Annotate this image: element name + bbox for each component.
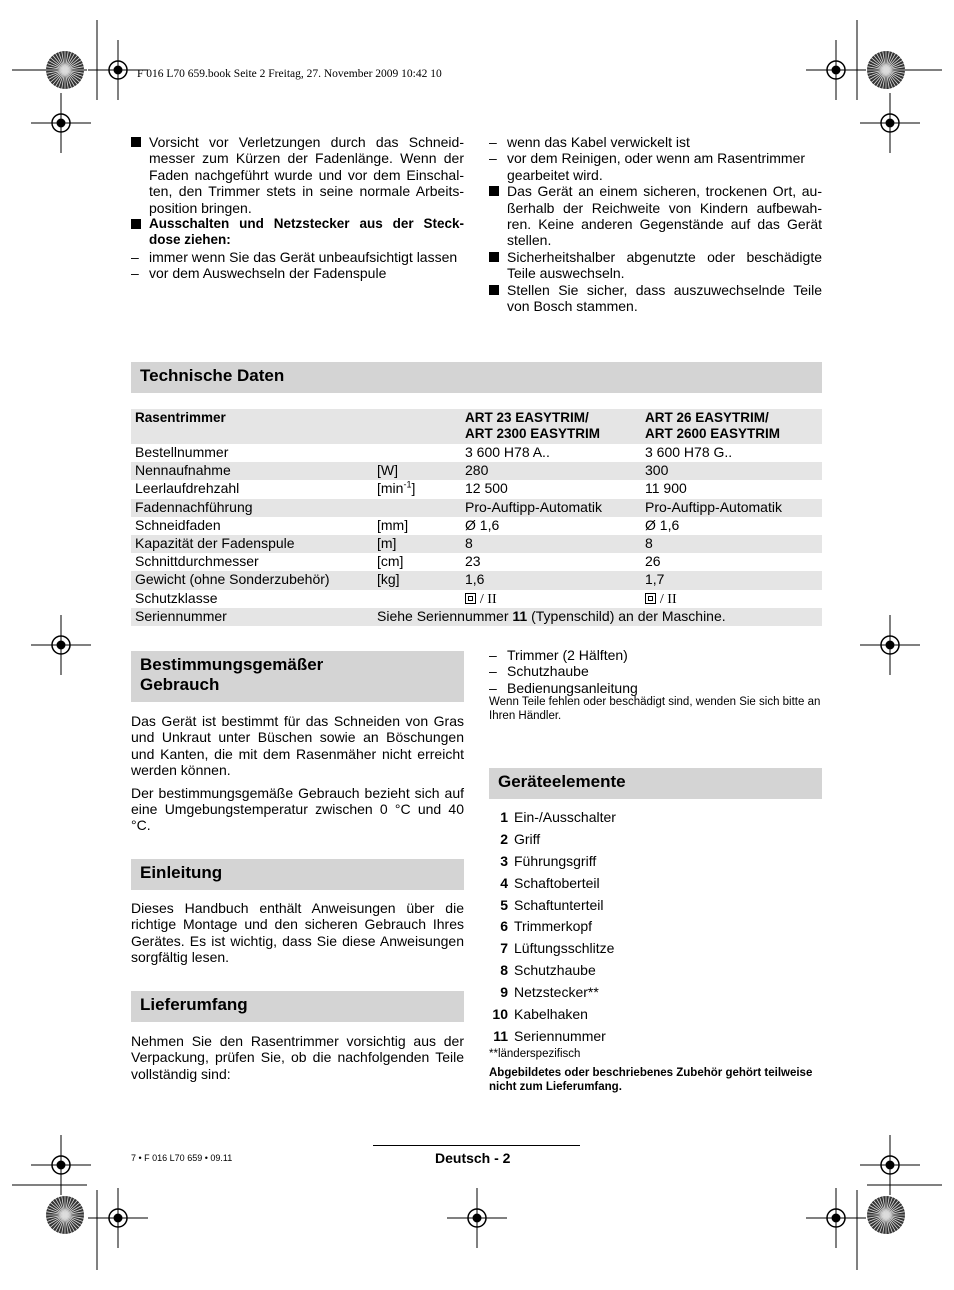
safety-bullet: Sicherheitshalber abgenutzte oder beschädigte Teile auswechseln.: [489, 249, 822, 282]
part-number: 5: [500, 896, 508, 913]
paragraph: Das Gerät ist bestimmt für das Schneiden von Gras und Unkraut unter Büschen sowie an Böschungen und Kanten, die mit dem Rasenmäher nicht erreicht werden können.: [131, 713, 464, 779]
tech-data-table: [131, 409, 822, 626]
row-unit: [W]: [373, 462, 461, 480]
row-unit: [373, 499, 461, 517]
row-label: Bestellnummer: [135, 444, 229, 460]
row-value-a: 23: [465, 553, 481, 570]
row-value-b: 11 900: [645, 480, 687, 497]
starburst-mark: [46, 51, 84, 89]
delivery-items: [489, 647, 822, 723]
table-row: [131, 535, 822, 553]
safety-bullet: Das Gerät an einem sicheren, trockenen Ort, au-ßerhalb der Reichweite von Kindern aufbewah-ren. Keine anderen Gegenstände auf das Gerät stellen.: [489, 183, 822, 249]
col-model-a: [461, 409, 641, 444]
footer-code: 7 • F 016 L70 659 • 09.11: [131, 1153, 233, 1163]
row-value-a: 280: [461, 462, 641, 480]
list-item: [484, 809, 824, 831]
part-label: Ein-/Ausschalter: [514, 809, 616, 825]
table-row: [131, 480, 822, 498]
crosshair-mark: [31, 93, 91, 153]
protection-class-icon: [465, 593, 476, 604]
part-number: 2: [500, 830, 508, 847]
right-safety-column: [489, 134, 822, 314]
table-row: [131, 608, 822, 626]
safety-bullet: Vorsicht vor Verletzungen durch das Schneid-messer zum Kürzen der Fadenlänge. Wenn der Faden nachgeführt wurde und vor dem Einschal-ten, den Trimmer stets in seine normale Arbeits-position bringen.: [131, 134, 464, 216]
list-item: [484, 918, 824, 940]
accessory-note: Abgebildetes oder beschriebenes Zubehör gehört teilweise nicht zum Lieferumfang.: [489, 1067, 813, 1093]
table-row: [131, 590, 822, 608]
model-b-line2: ART 2600 EASYTRIM: [645, 426, 781, 441]
delivery-note: Wenn Teile fehlen oder beschädigt sind, wenden Sie sich bitte an Ihren Händler.: [489, 696, 821, 722]
tech-table-header-row: [131, 409, 822, 444]
row-value-a: 1,6: [461, 571, 641, 589]
left-safety-column: [131, 134, 464, 282]
part-label: Kabelhaken: [514, 1006, 588, 1023]
row-value-b: Pro-Auftipp-Automatik: [641, 499, 822, 517]
row-value-b: 8: [641, 535, 822, 553]
list-item: [484, 940, 824, 962]
introduction-heading: Einleitung: [131, 859, 464, 890]
serial-text: (Typenschild) an der Maschine.: [527, 607, 726, 624]
table-row: [131, 499, 822, 517]
row-unit: [373, 480, 461, 498]
page-number: Deutsch - 2: [435, 1150, 511, 1166]
list-item: [484, 831, 824, 853]
crosshair-mark: [860, 1135, 920, 1195]
row-label: Gewicht (ohne Sonderzubehör): [131, 571, 373, 589]
protection-class-icon: [645, 593, 656, 604]
delivery-heading: Lieferumfang: [131, 991, 464, 1022]
list-item: [484, 1028, 824, 1050]
model-b-line1: ART 26 EASYTRIM/: [645, 410, 769, 425]
row-label: Schnittdurchmesser: [135, 553, 259, 570]
heading-line: Bestimmungsgemäßer: [140, 655, 324, 674]
part-label: Trimmerkopf: [514, 918, 593, 935]
row-unit: [m]: [373, 535, 461, 553]
part-label: Griff: [514, 830, 541, 847]
row-value-b: 1,7: [641, 571, 822, 589]
list-item: – Trimmer (2 Hälften): [489, 647, 822, 663]
footer-rule: [373, 1145, 580, 1146]
serial-note: [373, 608, 822, 626]
parts-list: [484, 809, 824, 1094]
part-number: 1: [500, 809, 508, 825]
part-number: 3: [500, 852, 508, 869]
row-value-b: Ø 1,6: [645, 516, 680, 533]
parts-footnote: **länderspezifisch: [489, 1047, 581, 1060]
list-item: [484, 897, 824, 919]
part-number: 6: [500, 918, 508, 935]
part-label: Lüftungsschlitze: [514, 940, 615, 957]
serial-number-ref: 11: [512, 607, 528, 624]
parts-heading: Geräteelemente: [489, 768, 822, 799]
paragraph: Der bestimmungsgemäße Gebrauch bezieht sich auf eine Umgebungstemperatur zwischen 0 °C und 40 °C.: [131, 784, 464, 834]
col-model-b: [641, 409, 822, 444]
safety-dash: – wenn das Kabel verwickelt ist: [489, 134, 822, 150]
row-value-b: 300: [641, 462, 822, 480]
list-item: [484, 853, 824, 875]
print-header: F 016 L70 659.book Seite 2 Freitag, 27. November 2009 10:42 10: [137, 68, 442, 80]
table-row: [131, 444, 822, 462]
row-value-b: 3 600 H78 G..: [645, 444, 733, 460]
intended-use-text: [131, 713, 464, 840]
crosshair-mark: [447, 1188, 507, 1248]
paragraph: Dieses Handbuch enthält Anweisungen über die richtige Montage und den sicheren Gebrauch Ihres Gerätes. Es ist wichtig, dass Sie diese Anweisungen sorgfältig lesen.: [131, 900, 464, 966]
row-unit: [373, 590, 461, 608]
list-item: – Schutzhaube: [489, 663, 822, 679]
row-value-a: Pro-Auftipp-Automatik: [461, 499, 641, 517]
table-row: [131, 553, 822, 571]
crosshair-mark: [860, 615, 920, 675]
row-unit: [cm]: [377, 553, 404, 570]
row-unit: [mm]: [377, 516, 409, 533]
unit-base: [min: [377, 480, 404, 497]
safety-dash: – vor dem Reinigen, oder wenn am Rasentrimmer gearbeitet wird.: [489, 150, 822, 183]
row-value-a: 3 600 H78 A..: [465, 444, 550, 460]
crosshair-mark: [31, 615, 91, 675]
part-label: Schaftoberteil: [514, 874, 600, 891]
list-item: [484, 875, 824, 897]
heading-line: Gebrauch: [140, 675, 220, 694]
table-row: [131, 517, 822, 535]
row-value-b: [641, 590, 822, 608]
intended-use-heading: [131, 651, 464, 702]
model-a-line2: ART 2300 EASYTRIM: [465, 426, 601, 441]
row-label: Schneidfaden: [135, 516, 221, 533]
starburst-mark: [867, 51, 905, 89]
row-label: Kapazität der Fadenspule: [131, 535, 373, 553]
table-row: [131, 571, 822, 589]
row-label: Fadennachführung: [131, 499, 373, 517]
list-item: [484, 962, 824, 984]
part-label: Seriennummer: [514, 1027, 606, 1044]
unit-end: ]: [411, 480, 416, 497]
safety-dash: – vor dem Auswechseln der Fadenspule: [131, 265, 464, 281]
serial-text: Siehe Seriennummer: [377, 607, 513, 624]
paragraph: Nehmen Sie den Rasentrimmer vorsichtig aus der Verpackung, prüfen Sie, ob die nachfolgenden Teile vollständig sind:: [131, 1033, 464, 1082]
row-unit: [kg]: [373, 571, 461, 589]
row-value-a: 12 500: [465, 480, 508, 497]
col-unit: [373, 409, 461, 444]
part-number: 10: [492, 1006, 508, 1023]
starburst-mark: [867, 1196, 905, 1234]
row-value-b: 26: [645, 553, 661, 570]
col-product: Rasentrimmer: [131, 409, 373, 444]
row-label: Seriennummer: [131, 608, 373, 626]
protection-class-text: / II: [479, 591, 497, 607]
crosshair-mark: [860, 93, 920, 153]
tech-data-heading: Technische Daten: [131, 362, 822, 393]
row-value-a: 8: [461, 535, 641, 553]
part-label: Netzstecker**: [514, 984, 599, 1001]
row-unit: [373, 444, 461, 462]
safety-bullet: Stellen Sie sicher, dass auszuwechselnde Teile von Bosch stammen.: [489, 282, 822, 315]
part-label: Führungsgriff: [514, 852, 597, 869]
model-a-line1: ART 23 EASYTRIM/: [465, 410, 589, 425]
safety-dash: – immer wenn Sie das Gerät unbeaufsichtigt lassen: [131, 249, 464, 265]
row-label: Leerlaufdrehzahl: [135, 480, 240, 497]
crosshair-mark: [31, 1135, 91, 1195]
row-label: Nennaufnahme: [131, 462, 373, 480]
part-label: Schutzhaube: [514, 962, 596, 979]
part-label: Schaftunterteil: [514, 896, 604, 913]
row-label: Schutzklasse: [135, 589, 218, 606]
table-row: [131, 462, 822, 480]
list-item: – Bedienungsanleitung: [489, 680, 822, 696]
protection-class-text: / II: [659, 591, 677, 607]
list-item: [484, 1006, 824, 1028]
row-value-a: [461, 590, 641, 608]
part-number: 9: [500, 984, 508, 1001]
part-number: 4: [500, 874, 508, 891]
unit-superscript: -1: [403, 479, 412, 490]
delivery-text: [131, 1033, 464, 1088]
starburst-mark: [46, 1196, 84, 1234]
part-number: 7: [500, 940, 508, 957]
list-item: [484, 984, 824, 1006]
part-number: 8: [500, 962, 508, 979]
introduction-text: [131, 900, 464, 972]
row-value-a: Ø 1,6: [465, 516, 500, 533]
part-number: 11: [493, 1027, 508, 1044]
safety-bullet-bold: Ausschalten und Netzstecker aus der Steck-dose ziehen:: [131, 216, 464, 249]
